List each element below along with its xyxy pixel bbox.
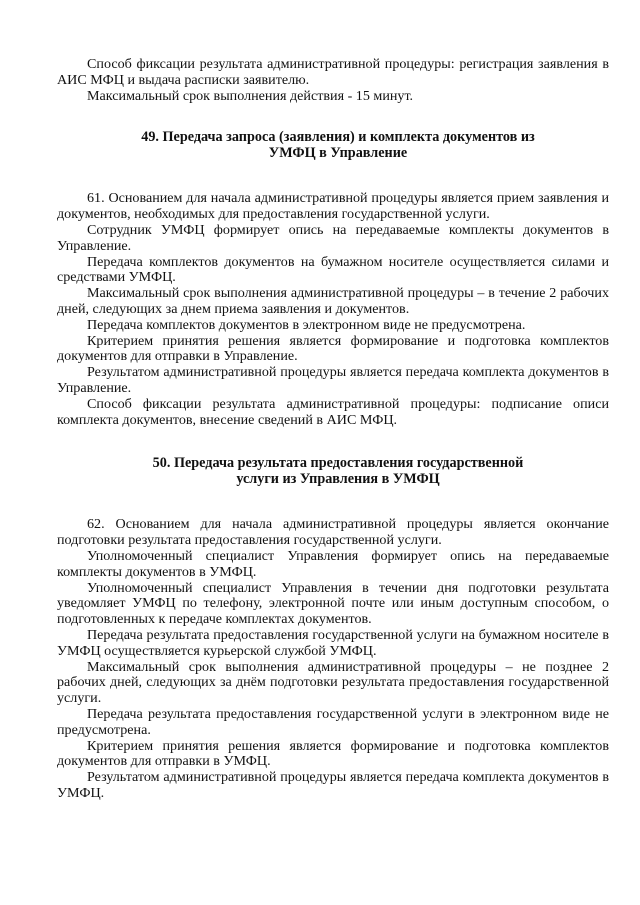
paragraph: Критерием принятия решения является формирование и подготовка комплектов документов для отправки в УМФЦ. <box>57 737 609 770</box>
paragraph: Сотрудник УМФЦ формирует опись на передаваемые комплекты документов в Управление. <box>57 221 609 254</box>
paragraph: Результатом административной процедуры является передача комплекта документов в УМФЦ. <box>57 769 609 801</box>
paragraph: Способ фиксации результата административной процедуры: подписание описи комплекта документов, внесение сведений в АИС МФЦ. <box>57 395 609 428</box>
section-title-line: 49. Передача запроса (заявления) и комплекта документов из <box>141 129 535 146</box>
paragraph: Максимальный срок выполнения административной процедуры – в течение 2 рабочих дней, следующих за днем приема заявления и документов. <box>57 285 609 317</box>
paragraph: Критерием принятия решения является формирование и подготовка комплектов документов для отправки в Управление. <box>57 332 609 365</box>
paragraph: Уполномоченный специалист Управления формирует опись на передаваемые комплекты документов в УМФЦ. <box>57 547 609 580</box>
section-49-title <box>57 129 609 161</box>
section-49-body <box>57 191 609 428</box>
paragraph: 61. Основанием для начала административной процедуры является прием заявления и документов, необходимых для предоставления государственной услуги. <box>57 190 609 223</box>
paragraph: Передача результата предоставления государственной услуги на бумажном носителе в УМФЦ осуществляется курьерской службой УМФЦ. <box>57 626 609 659</box>
section-title-line: услуги из Управления в УМФЦ <box>236 471 440 488</box>
paragraph: Передача комплектов документов на бумажном носителе осуществляется силами и средствами УМФЦ. <box>57 253 609 286</box>
paragraph: Передача комплектов документов в электронном виде не предусмотрена. <box>87 316 526 333</box>
paragraph: Максимальный срок выполнения действия - 15 минут. <box>87 87 414 104</box>
section-50-body <box>57 517 609 801</box>
section-50-title <box>57 455 609 487</box>
paragraph: Способ фиксации результата административной процедуры: регистрация заявления в АИС МФЦ и выдача расписки заявителю. <box>57 56 609 88</box>
paragraph: 62. Основанием для начала административной процедуры является окончание подготовки результата предоставления государственной услуги. <box>57 516 609 549</box>
section-title-line: 50. Передача результата предоставления государственной <box>152 455 524 472</box>
paragraph: Максимальный срок выполнения административной процедуры – не позднее 2 рабочих дней, следующих за днём подготовки результата предоставления государственной услуги. <box>57 658 609 707</box>
paragraph: Уполномоченный специалист Управления в течении дня подготовки результата уведомляет УМФЦ по телефону, электронной почте или иным доступным способом, о подготовленных к передаче комплектах документов. <box>57 579 609 628</box>
intro-block <box>57 57 609 104</box>
section-title-line: УМФЦ в Управление <box>268 145 408 162</box>
paragraph: Передача результата предоставления государственной услуги в электронном виде не предусмотрена. <box>57 705 609 738</box>
paragraph: Результатом административной процедуры является передача комплекта документов в Управление. <box>57 364 609 396</box>
